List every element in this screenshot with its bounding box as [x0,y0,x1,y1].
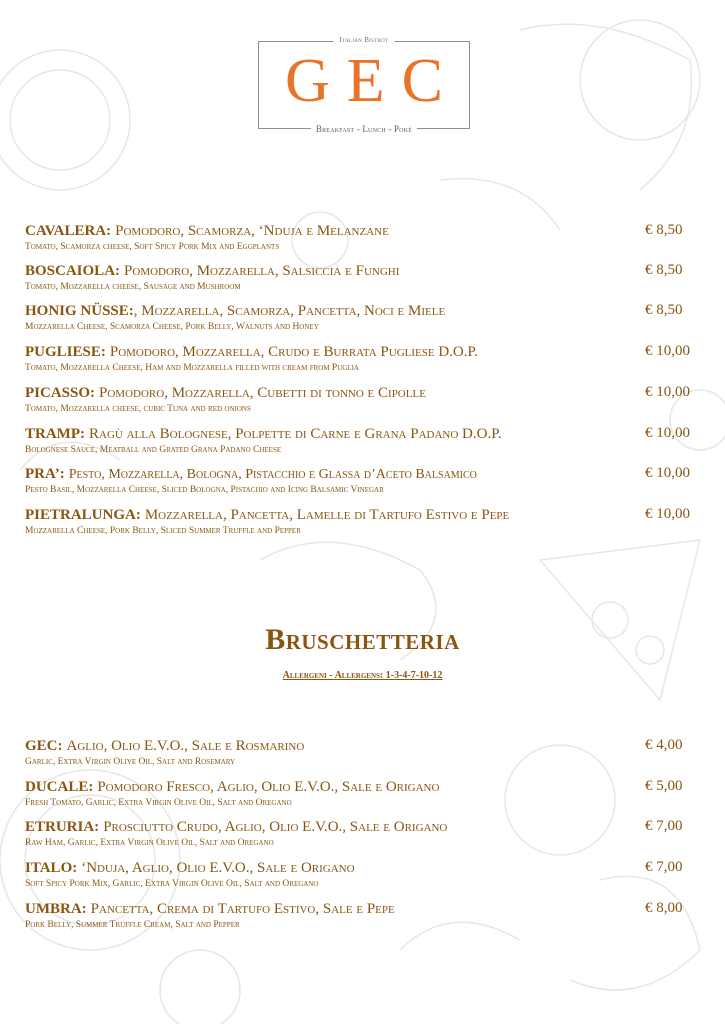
item-price: € 8,50 [645,262,683,278]
restaurant-logo [258,36,470,134]
menu-item-pra [25,465,705,495]
menu-item-honig-nusse [25,302,705,332]
item-name: TRAMP: [25,426,85,442]
item-name: GEC: [25,738,63,754]
item-name: CAVALERA: [25,223,112,239]
item-price: € 10,00 [645,343,690,359]
item-name: PUGLIESE: [25,344,106,360]
menu-item-gec [25,737,705,767]
logo-services: Breakfast - Lunch - Poké [311,124,417,134]
item-name: PIETRALUNGA: [25,507,141,523]
item-description: Garlic, Extra Virgin Olive Oil, Salt and Rosemary [25,757,236,767]
item-ingredients: Pomodoro, Mozzarella, Crudo e Burrata Pugliese D.O.P. [109,344,478,360]
item-ingredients: Pomodoro, Mozzarella, Cubetti di tonno e Cipolle [99,385,426,401]
menu-item-boscaiola [25,262,705,292]
item-ingredients: Pomodoro, Mozzarella, Salsiccia e Funghi [124,263,400,279]
item-name: HONIG NÜSSE: [25,303,134,319]
item-ingredients: , Mozzarella, Scamorza, Pancetta, Noci e Miele [133,303,446,319]
item-name: PRA’: [25,466,65,482]
item-price: € 10,00 [645,465,690,481]
item-name: ETRURIA: [25,819,100,835]
item-price: € 10,00 [645,425,690,441]
item-description: Pork Belly, Summer Truffle Cream, Salt and Pepper [25,920,240,930]
menu-item-etruria [25,818,705,848]
item-price: € 8,50 [645,222,683,238]
item-name: UMBRA: [25,901,87,917]
item-ingredients: Pesto, Mozzarella, Bologna, Pistacchio e Glassa d’Aceto Balsamico [68,467,477,482]
allergens-note: Allergeni - Allergens: 1-3-4-7-10-12 [282,670,443,681]
item-description: Bolognese Sauce, Meatball and Grated Grana Padano Cheese [25,445,282,455]
item-description: Mozzarella Cheese, Scamorza Cheese, Pork Belly, Walnuts and Honey [25,322,319,332]
item-ingredients: Mozzarella, Pancetta, Lamelle di Tartufo Estivo e Pepe [144,507,510,523]
item-name: PICASSO: [25,385,96,401]
menu-item-ducale [25,778,705,808]
item-name: ITALO: [25,860,78,876]
menu-item-umbra [25,900,705,930]
item-price: € 7,00 [645,859,683,875]
item-name: DUCALE: [25,779,94,795]
item-price: € 10,00 [645,506,690,522]
item-ingredients: ‘Nduja, Aglio, Olio E.V.O., Sale e Origano [81,860,355,876]
item-description: Tomato, Mozzarella cheese, Sausage and Mushroom [25,282,241,292]
menu-item-pietralunga [25,506,705,536]
item-description: Tomato, Mozzarella Cheese, Ham and Mozzarella filled with cream from Puglia [25,363,359,373]
section-title-bruschetteria: Bruschetteria [265,623,460,656]
item-description: Soft Spicy Pork Mix, Garlic, Extra Virgin Olive Oil, Salt and Oregano [25,879,319,889]
item-ingredients: Ragù alla Bolognese, Polpette di Carne e Grana Padano D.O.P. [89,426,502,442]
item-description: Fresh Tomato, Garlic, Extra Virgin Olive Oil, Salt and Oregano [25,798,292,808]
menu-item-cavalera [25,222,705,252]
item-ingredients: Prosciutto Crudo, Aglio, Olio E.V.O., Sale e Origano [103,819,448,835]
item-price: € 8,50 [645,302,683,318]
menu-item-tramp [25,425,705,455]
item-description: Tomato, Scamorza cheese, Soft Spicy Pork Mix and Eggplants [25,242,280,252]
item-ingredients: Pomodoro, Scamorza, ‘Nduja e Melanzane [115,223,389,239]
item-price: € 4,00 [645,737,683,753]
item-ingredients: Aglio, Olio E.V.O., Sale e Rosmarino [66,738,305,754]
item-price: € 8,00 [645,900,683,916]
item-description: Tomato, Mozzarella cheese, cubic Tuna and red onions [25,404,251,414]
item-price: € 10,00 [645,384,690,400]
item-price: € 5,00 [645,778,683,794]
menu-item-italo [25,859,705,889]
item-price: € 7,00 [645,818,683,834]
logo-wordmark: GEC [285,47,460,115]
item-description: Pesto Basil, Mozzarella Cheese, Sliced Bologna, Pistachio and Icing Balsamic Vinegar [25,485,384,495]
menu-item-pugliese [25,343,705,373]
logo-tagline: Italian Bistrot [334,36,395,44]
item-description: Mozzarella Cheese, Pork Belly, Sliced Summer Truffle and Pepper [25,526,301,536]
item-name: BOSCAIOLA: [25,263,121,279]
item-ingredients: Pancetta, Crema di Tartufo Estivo, Sale e Pepe [90,901,395,917]
menu-item-picasso [25,384,705,414]
item-description: Raw Ham, Garlic, Extra Virgin Olive Oil, Salt and Oregano [25,838,274,848]
item-ingredients: Pomodoro Fresco, Aglio, Olio E.V.O., Sale e Origano [97,779,440,795]
